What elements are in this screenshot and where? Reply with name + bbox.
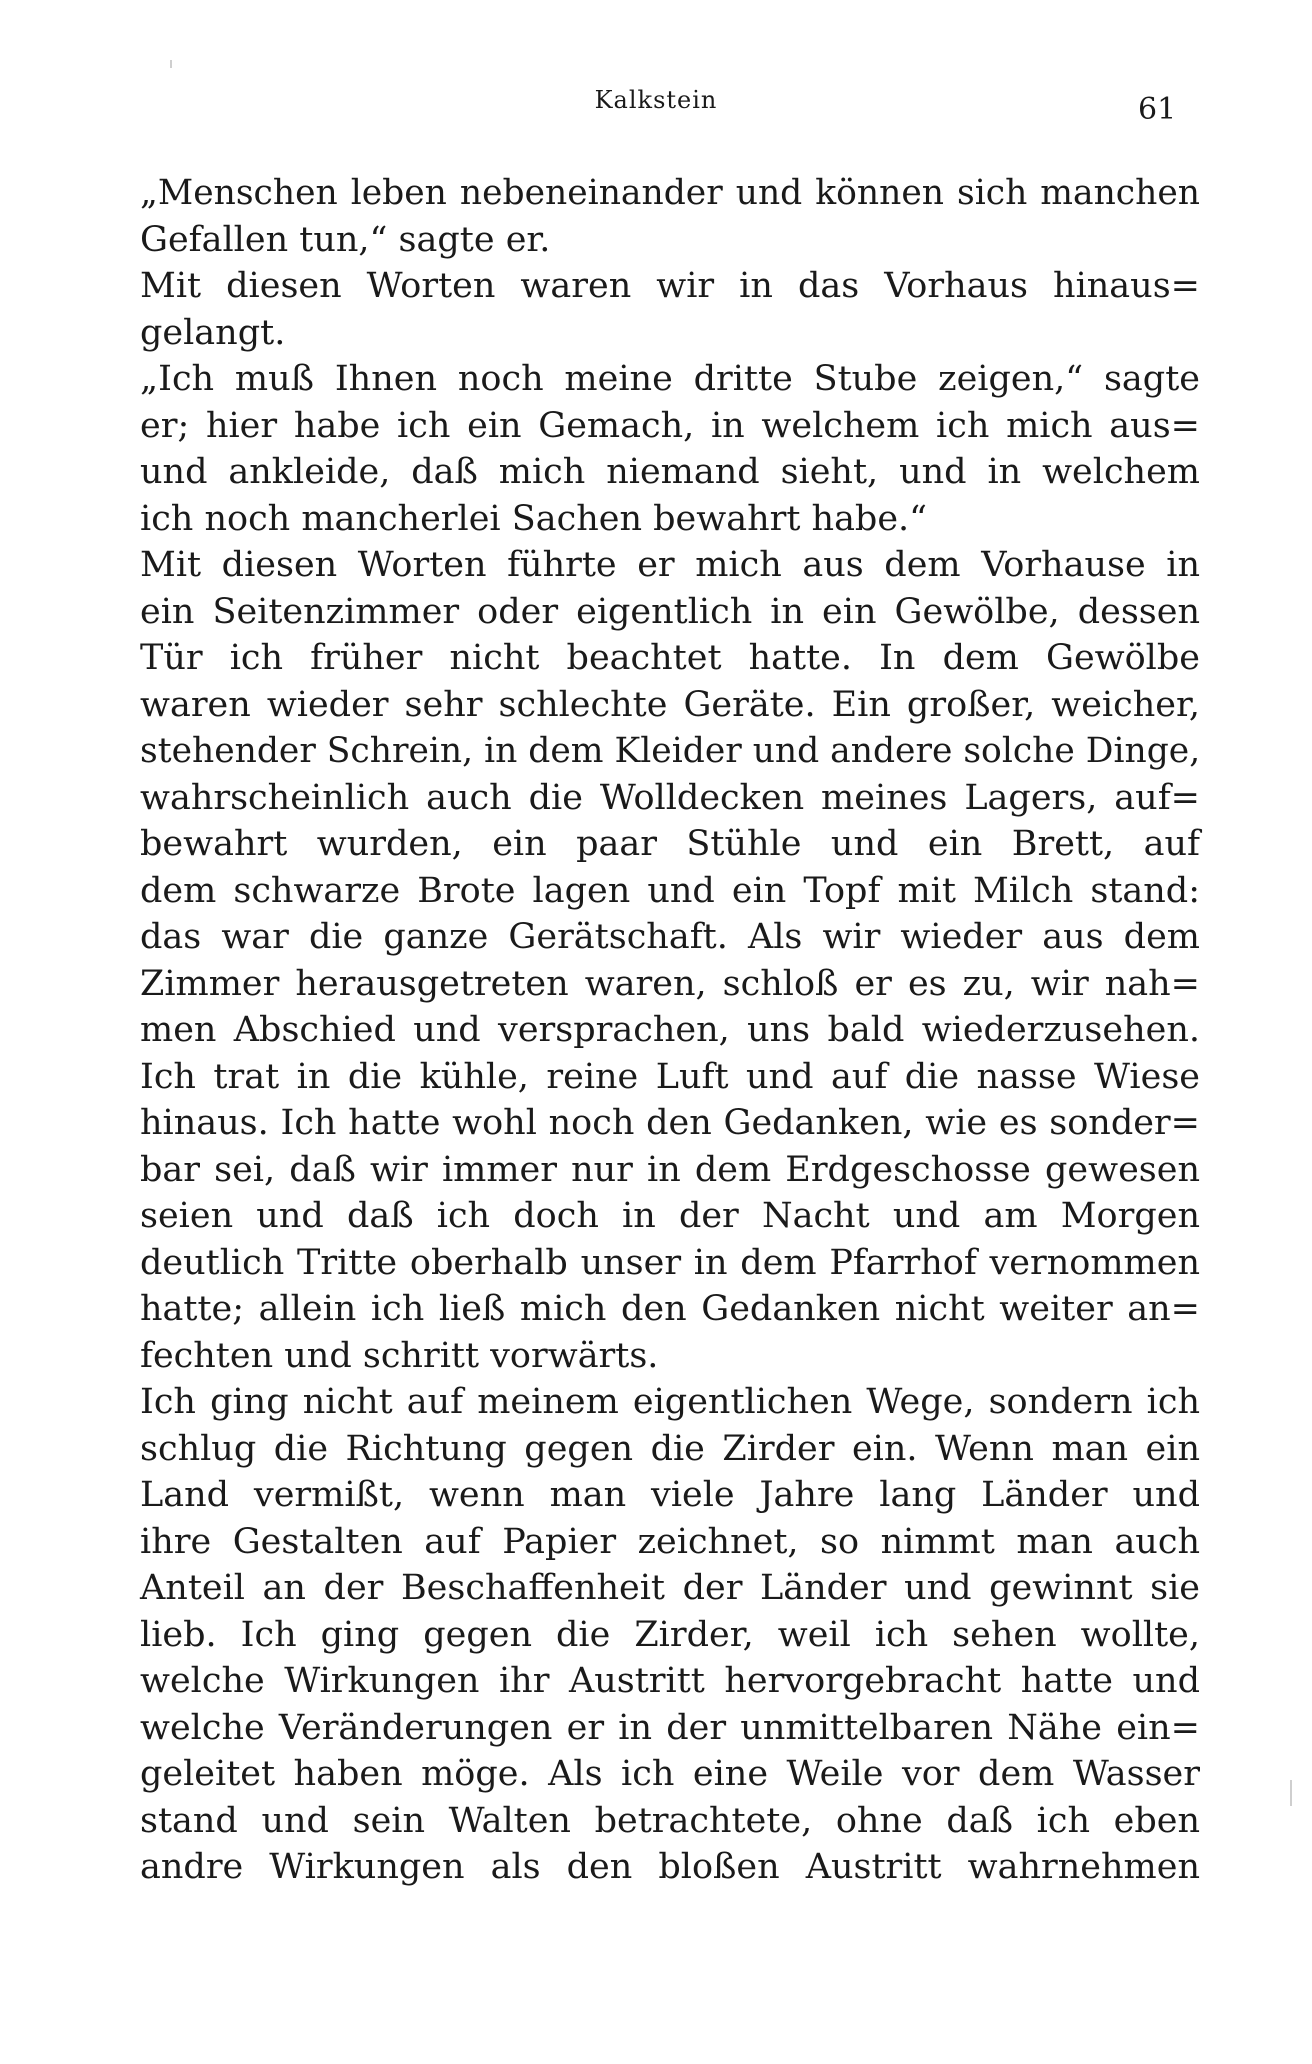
text-line: deutlich Tritte oberhalb unser in dem Pfarrhof vernommen bbox=[140, 1242, 1200, 1283]
text-line: Mit diesen Worten führte er mich aus dem Vorhause in bbox=[140, 545, 1200, 585]
text-line: waren wieder sehr schlechte Geräte. Ein großer, weicher, bbox=[140, 684, 1200, 725]
text-line: dem schwarze Brote lagen und ein Topf mit Milch stand: bbox=[140, 870, 1200, 911]
text-line: gelangt. bbox=[140, 312, 286, 353]
scan-speck bbox=[170, 60, 172, 68]
text-line: „Menschen leben nebeneinander und können sich manchen bbox=[140, 173, 1200, 213]
text-line: und ankleide, daß mich niemand sieht, und in welchem bbox=[140, 452, 1200, 492]
body-text bbox=[140, 170, 1200, 1891]
text-line: ihre Gestalten auf Papier zeichnet, so nimmt man auch bbox=[140, 1521, 1200, 1562]
text-line: Ich trat in die kühle, reine Luft und auf die nasse Wiese bbox=[140, 1056, 1200, 1097]
scan-speck bbox=[1290, 1780, 1292, 1806]
text-line: ein Seitenzimmer oder eigentlich in ein Gewölbe, dessen bbox=[140, 591, 1200, 632]
text-line: er; hier habe ich ein Gemach, in welchem ich mich aus= bbox=[140, 405, 1200, 446]
text-line: hinaus. Ich hatte wohl noch den Gedanken, wie es sonder= bbox=[140, 1103, 1200, 1143]
text-line: „Ich muß Ihnen noch meine dritte Stube zeigen,“ sagte bbox=[140, 359, 1200, 399]
running-head-title: Kalkstein bbox=[594, 86, 718, 114]
text-line: Ich ging nicht auf meinem eigentlichen Wege, sondern ich bbox=[140, 1382, 1200, 1422]
text-line: Gefallen tun,“ sagte er. bbox=[140, 219, 551, 260]
text-line: das war die ganze Gerätschaft. Als wir wieder aus dem bbox=[140, 917, 1200, 957]
text-line: stehender Schrein, in dem Kleider und andere solche Dinge, bbox=[140, 731, 1201, 771]
text-line: bar sei, daß wir immer nur in dem Erdgeschosse gewesen bbox=[140, 1149, 1200, 1190]
text-line: men Abschied und versprachen, uns bald wiederzusehen. bbox=[140, 1010, 1200, 1050]
page-number: 61 bbox=[1138, 92, 1177, 127]
text-line: Mit diesen Worten waren wir in das Vorhaus hinaus= bbox=[140, 266, 1200, 306]
text-line: Anteil an der Beschaffenheit der Länder und gewinnt sie bbox=[140, 1568, 1200, 1608]
text-line: ich noch mancherlei Sachen bewahrt habe.“ bbox=[140, 498, 928, 539]
text-line: lieb. Ich ging gegen die Zirder, weil ich sehen wollte, bbox=[140, 1614, 1200, 1655]
text-line: fechten und schritt vorwärts. bbox=[140, 1335, 659, 1376]
text-line: Zimmer herausgetreten waren, schloß er es zu, wir nah= bbox=[140, 963, 1200, 1004]
text-line: Land vermißt, wenn man viele Jahre lang Länder und bbox=[140, 1475, 1200, 1515]
text-line: stand und sein Walten betrachtete, ohne daß ich eben bbox=[140, 1800, 1200, 1841]
text-line: andre Wirkungen als den bloßen Austritt wahrnehmen bbox=[140, 1847, 1200, 1887]
text-line: geleitet haben möge. Als ich eine Weile vor dem Wasser bbox=[140, 1754, 1200, 1794]
text-line: wahrscheinlich auch die Wolldecken meines Lagers, auf= bbox=[140, 777, 1200, 818]
text-line: hatte; allein ich ließ mich den Gedanken nicht weiter an= bbox=[140, 1289, 1200, 1329]
text-line: Tür ich früher nicht beachtet hatte. In dem Gewölbe bbox=[140, 638, 1200, 678]
text-line: welche Wirkungen ihr Austritt hervorgebracht hatte und bbox=[140, 1661, 1200, 1701]
text-line: welche Veränderungen er in der unmittelbaren Nähe ein= bbox=[140, 1707, 1200, 1748]
text-line: bewahrt wurden, ein paar Stühle und ein Brett, auf bbox=[140, 824, 1200, 864]
text-line: seien und daß ich doch in der Nacht und am Morgen bbox=[140, 1196, 1200, 1236]
text-line: schlug die Richtung gegen die Zirder ein. Wenn man ein bbox=[140, 1428, 1200, 1469]
